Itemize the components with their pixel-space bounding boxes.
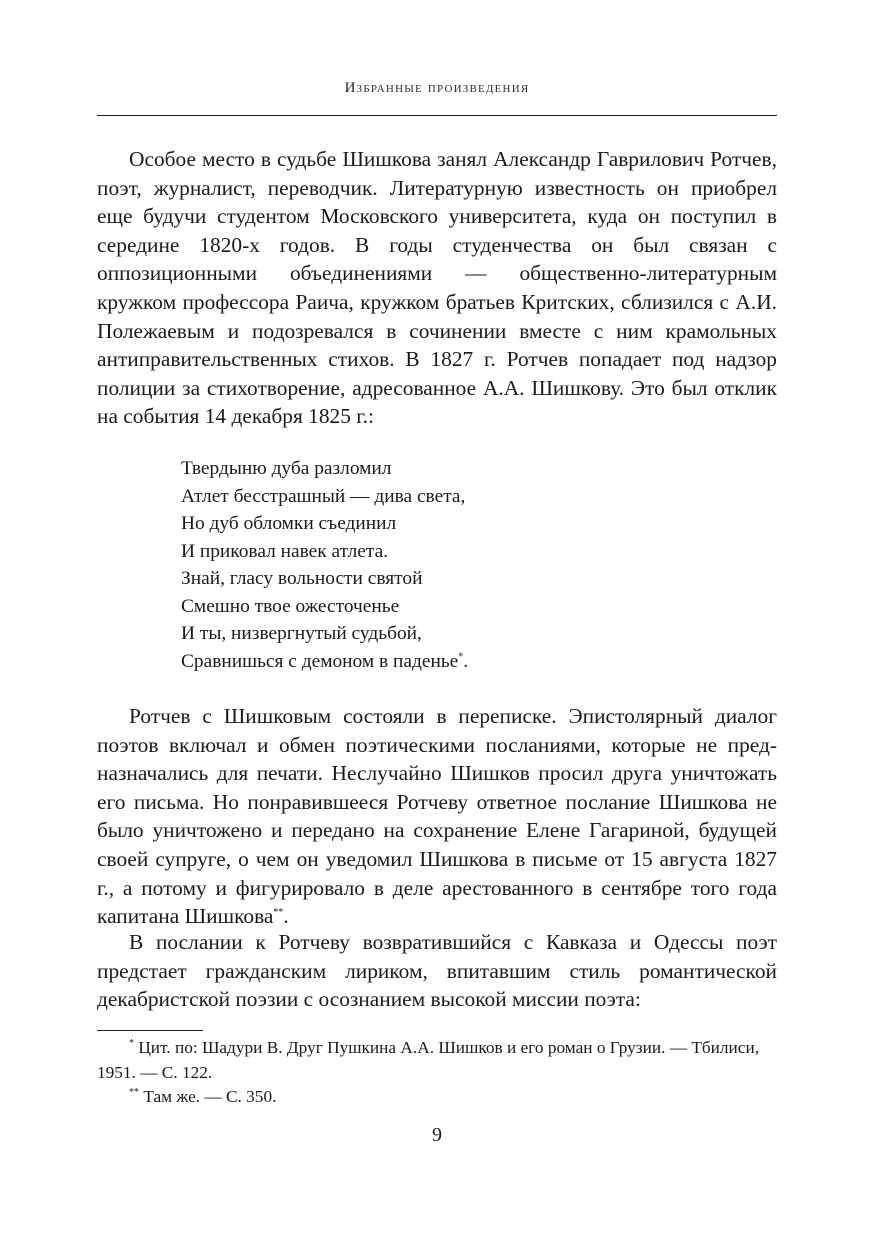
verse-line: И приковал навек атлета. xyxy=(181,540,389,562)
verse-line: Твердыню дуба разломил xyxy=(181,458,392,479)
paragraph-3: В послании к Ротчеву возвратившийся с Кавказа и Одессы поэт предстает гражданским лириком, впитавшим стиль романтической декабристской поэзии с осознанием высокой миссии поэта: xyxy=(97,930,777,1012)
footnote-text: Там же. — С. 350. xyxy=(139,1087,277,1106)
verse-line: Смешно твое ожесточенье xyxy=(181,595,400,617)
verse-end-punct: . xyxy=(463,650,469,672)
footnotes xyxy=(97,1036,777,1110)
verse-line: И ты, низвергнутый судьбой, xyxy=(181,623,422,644)
header-rule xyxy=(97,115,777,116)
page-number: 9 xyxy=(432,1124,442,1146)
footnote-mark: ** xyxy=(129,1087,139,1099)
paragraph-1: Особое место в судьбе Шишкова занял Александр Гаврилович Ротчев, поэт, журналист, переводчик. Литературную известность он приобрел еще будучи студентом Московского университета, куда он поступил в середине 1820-х годов. В годы студенчества он был связан с оппозиционными объединениями — общественно-литературным кружком профессора Раича, кружком братьев Критских, сблизился с А.И. Полежаевым и подозревался в сочинении вместе с ним крамольных антиправительственных стихов. В 1827 г. Ротчев попадает под надзор полиции за стихотворение, адресованное А.А. Шишкову. Это был отклик на события 14 декабря 1825 г.: xyxy=(97,147,777,429)
footnote-1 xyxy=(97,1036,777,1085)
paragraph-2-text: Ротчев с Шишковым состояли в переписке. Эпистолярный диалог поэтов включал и обмен поэтическими посланиями, которые не предназначались для печати. Неслучайно Шишков просил друга уничтожать его письма. Но понравившееся Ротчеву ответное послание Шишкова не было уничтожено и передано на сохранение Елене Гагариной, будущей своей супруге, о чем он уведомил Шишкова в письме от 15 августа 1827 г., а потому и фигурировало в деле арестованного в сентябре того года капитана Шишкова xyxy=(97,704,777,929)
footnote-marker: * xyxy=(458,651,464,663)
footnote-text: Цит. по: Шадури В. Друг Пушкина А.А. Шишков и его роман о Грузии. — Тбилиси, 1951. — С. 122. xyxy=(97,1038,760,1082)
footnote-2 xyxy=(97,1085,777,1110)
verse-line: Знай, гласу вольности святой xyxy=(181,568,423,589)
paragraph-2-end: . xyxy=(283,904,289,929)
running-head: Избранные произведения xyxy=(344,80,530,96)
paragraph-2 xyxy=(97,702,777,931)
footnote-rule xyxy=(97,1030,203,1031)
verse-block xyxy=(181,455,468,675)
verse-line-text: Сравнишься с демоном в паденье xyxy=(181,650,459,672)
verse-line: Атлет бесстрашный — дива света, xyxy=(181,485,466,507)
footnote-marker: ** xyxy=(273,907,284,919)
footnote-mark: * xyxy=(129,1038,134,1050)
verse-line-last xyxy=(181,648,468,676)
verse-line: Но дуб обломки съединил xyxy=(181,513,397,534)
